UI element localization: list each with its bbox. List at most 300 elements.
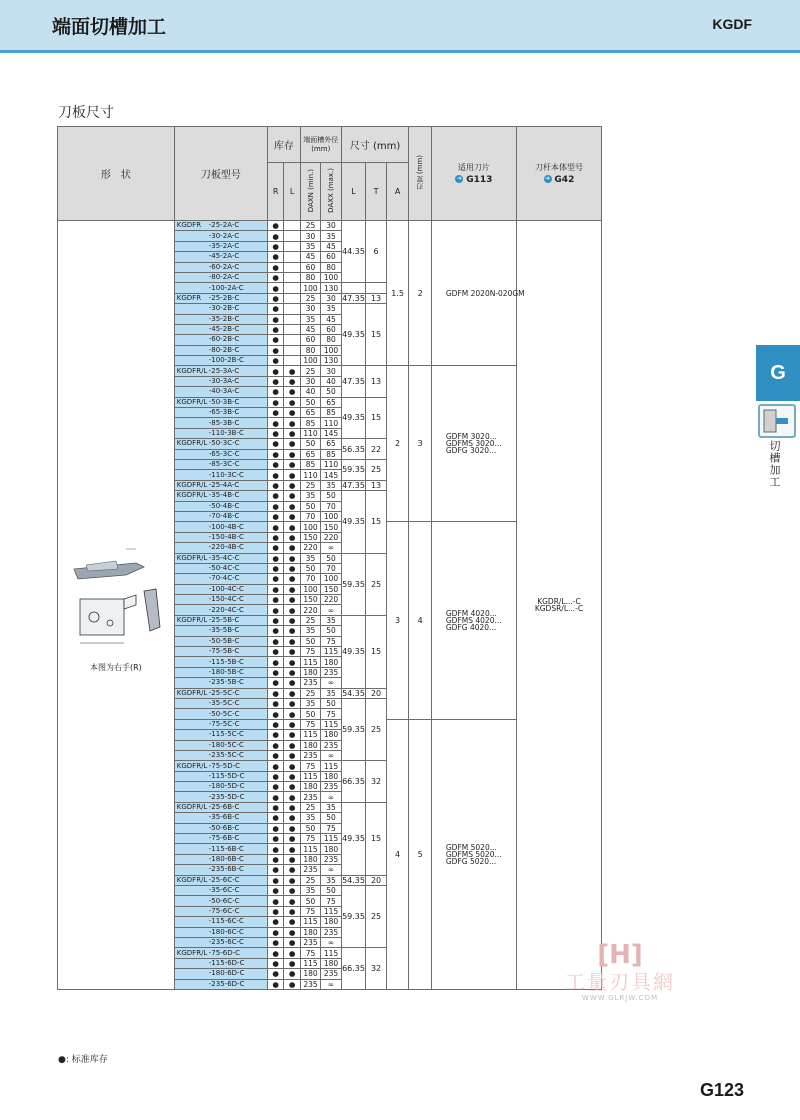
width-cell: 3: [409, 366, 432, 522]
dmin-cell: 150: [300, 595, 320, 605]
stock-r-cell: ●: [268, 688, 284, 698]
dmax-cell: 180: [321, 917, 341, 927]
stock-r-cell: ●: [268, 283, 284, 293]
part-number-cell: -35-5C-C: [174, 698, 267, 708]
insert-name: GDFMS 5020...: [445, 849, 502, 859]
dim-t-cell: 32: [366, 948, 386, 990]
dmin-cell: 115: [300, 730, 320, 740]
dmax-cell: 50: [321, 553, 341, 563]
dmax-cell: 35: [321, 304, 341, 314]
part-number-cell: -110-3C-C: [174, 470, 267, 480]
shape-caption: 本图为右手(R): [89, 662, 142, 672]
dmax-cell: 100: [321, 511, 341, 521]
dmax-cell: 115: [321, 719, 341, 729]
part-number-cell: -70-4C-C: [174, 574, 267, 584]
stock-l-cell: [284, 252, 300, 262]
part-number-cell: -180-5B-C: [174, 667, 267, 677]
stock-r-cell: ●: [268, 647, 284, 657]
stock-r-cell: ●: [268, 335, 284, 345]
stock-l-cell: ●: [284, 917, 300, 927]
part-number-cell: -60-2B-C: [174, 335, 267, 345]
dmin-cell: 80: [300, 272, 320, 282]
stock-r-cell: ●: [268, 875, 284, 885]
dmax-cell: 85: [321, 449, 341, 459]
part-number-cell: -235-6C-C: [174, 937, 267, 947]
stock-l-cell: ●: [284, 563, 300, 573]
dim-t-cell: 6: [366, 221, 386, 283]
stock-r-cell: ●: [268, 626, 284, 636]
stock-r-cell: ●: [268, 511, 284, 521]
stock-l-cell: ●: [284, 698, 300, 708]
stock-l-cell: ●: [284, 501, 300, 511]
stock-l-cell: ●: [284, 823, 300, 833]
dim-t-cell: 25: [366, 553, 386, 615]
dmin-cell: 220: [300, 543, 320, 553]
stock-r-cell: ●: [268, 324, 284, 334]
dmax-cell: 110: [321, 459, 341, 469]
part-number-cell: KGDFR -25-2A-C: [174, 221, 267, 231]
col-stock-l: L: [284, 163, 300, 221]
stock-l-cell: ●: [284, 626, 300, 636]
dmin-cell: 25: [300, 802, 320, 812]
dim-a-cell: 2: [386, 366, 409, 522]
part-number-cell: -235-5C-C: [174, 750, 267, 760]
part-number-cell: -235-6D-C: [174, 979, 267, 989]
dim-t-cell: 15: [366, 615, 386, 688]
dmin-cell: 85: [300, 459, 320, 469]
dmin-cell: 115: [300, 657, 320, 667]
dmin-cell: 25: [300, 293, 320, 303]
dmax-cell: 65: [321, 439, 341, 449]
stock-l-cell: ●: [284, 854, 300, 864]
stock-r-cell: ●: [268, 366, 284, 376]
stock-l-cell: ●: [284, 948, 300, 958]
part-number-cell: -50-5C-C: [174, 709, 267, 719]
dmax-cell: 115: [321, 948, 341, 958]
stock-l-cell: [284, 345, 300, 355]
arrow-circle-icon: ➔: [456, 175, 462, 182]
width-cell: 5: [409, 719, 432, 989]
col-dimensions: 尺寸 (mm): [341, 127, 409, 163]
stock-l-cell: ●: [284, 532, 300, 542]
chapter-tab-g[interactable]: G: [756, 345, 800, 401]
arrow-circle-icon: ➔: [545, 175, 551, 182]
stock-r-cell: ●: [268, 802, 284, 812]
watermark-logo-icon: [H]: [597, 940, 643, 970]
dmin-cell: 110: [300, 428, 320, 438]
stock-l-cell: ●: [284, 376, 300, 386]
part-number-cell: -100-4C-C: [174, 584, 267, 594]
stock-r-cell: ●: [268, 241, 284, 251]
stock-r-cell: ●: [268, 584, 284, 594]
dmax-cell: 35: [321, 615, 341, 625]
stock-r-cell: ●: [268, 969, 284, 979]
part-number-cell: KGDFR/L-25-5C-C: [174, 688, 267, 698]
stock-r-cell: ●: [268, 449, 284, 459]
stock-l-cell: ●: [284, 418, 300, 428]
part-number-cell: -35-6C-C: [174, 886, 267, 896]
dmin-cell: 35: [300, 553, 320, 563]
stock-l-cell: ●: [284, 719, 300, 729]
dmin-cell: 150: [300, 532, 320, 542]
stock-l-cell: ●: [284, 615, 300, 625]
stock-r-cell: ●: [268, 543, 284, 553]
col-stock: 库存: [268, 127, 301, 163]
stock-r-cell: ●: [268, 470, 284, 480]
col-dim-t: T: [366, 163, 386, 221]
dmax-cell: 70: [321, 501, 341, 511]
dmin-cell: 50: [300, 563, 320, 573]
dmin-cell: 50: [300, 823, 320, 833]
stock-l-cell: [284, 304, 300, 314]
dmax-cell: 115: [321, 906, 341, 916]
dmin-cell: 30: [300, 376, 320, 386]
part-number-cell: -40-3A-C: [174, 387, 267, 397]
dim-t-cell: 13: [366, 293, 386, 303]
dmin-cell: 110: [300, 470, 320, 480]
part-number-cell: -180-5D-C: [174, 782, 267, 792]
stock-r-cell: ●: [268, 719, 284, 729]
dmin-cell: 100: [300, 356, 320, 366]
dim-l-cell: 44.35: [341, 221, 366, 283]
part-number-cell: -235-6B-C: [174, 865, 267, 875]
dmin-cell: 180: [300, 927, 320, 937]
stock-r-cell: ●: [268, 501, 284, 511]
stock-r-cell: ●: [268, 730, 284, 740]
part-number-cell: -75-5B-C: [174, 647, 267, 657]
part-number-cell: KGDFR/L-75-6D-C: [174, 948, 267, 958]
stock-r-cell: ●: [268, 480, 284, 490]
stock-r-cell: ●: [268, 750, 284, 760]
dmin-cell: 35: [300, 886, 320, 896]
dmax-cell: 145: [321, 428, 341, 438]
dmax-cell: 60: [321, 252, 341, 262]
stock-l-cell: [284, 241, 300, 251]
dim-t-cell: 15: [366, 304, 386, 366]
stock-l-cell: ●: [284, 937, 300, 947]
dmax-cell: 100: [321, 345, 341, 355]
part-number-cell: -110-3B-C: [174, 428, 267, 438]
dmax-cell: ∞: [321, 792, 341, 802]
stock-l-cell: ●: [284, 574, 300, 584]
stock-l-cell: ●: [284, 865, 300, 875]
dmax-cell: 235: [321, 854, 341, 864]
stock-l-cell: ●: [284, 657, 300, 667]
dim-l-cell: 47.35: [342, 480, 365, 490]
dmin-cell: 180: [300, 740, 320, 750]
stock-l-cell: ●: [284, 397, 300, 407]
part-number-cell: -75-6C-C: [174, 906, 267, 916]
stock-l-cell: ●: [284, 439, 300, 449]
col-dim-a: A: [386, 163, 409, 221]
dmin-cell: 235: [300, 750, 320, 760]
part-number-cell: -65-3B-C: [174, 408, 267, 418]
col-part-number: 刀板型号: [174, 127, 267, 221]
stock-l-cell: ●: [284, 979, 300, 989]
stock-r-cell: ●: [268, 906, 284, 916]
stock-r-cell: ●: [268, 782, 284, 792]
stock-r-cell: ●: [268, 792, 284, 802]
dmin-cell: 60: [300, 262, 320, 272]
dmin-cell: 75: [300, 948, 320, 958]
stock-l-cell: [284, 221, 300, 231]
part-number-cell: -50-4B-C: [174, 501, 267, 511]
stock-l-cell: ●: [284, 886, 300, 896]
stock-r-cell: ●: [268, 834, 284, 844]
dmax-cell: 65: [321, 397, 341, 407]
dmax-cell: 35: [321, 688, 341, 698]
stock-r-cell: ●: [268, 865, 284, 875]
dmin-cell: 235: [300, 865, 320, 875]
stock-l-cell: ●: [284, 595, 300, 605]
dmax-cell: ∞: [321, 865, 341, 875]
stock-r-cell: ●: [268, 293, 284, 303]
stock-l-cell: ●: [284, 491, 300, 501]
part-number-cell: -220-4B-C: [174, 543, 267, 553]
dim-t-cell: 13: [366, 480, 386, 490]
dmin-cell: 35: [300, 626, 320, 636]
dmin-cell: 70: [300, 574, 320, 584]
part-number-cell: -30-2B-C: [174, 304, 267, 314]
dmin-cell: 50: [300, 709, 320, 719]
part-number-cell: -50-5B-C: [174, 636, 267, 646]
stock-r-cell: ●: [268, 272, 284, 282]
stock-r-cell: ●: [268, 356, 284, 366]
part-number-cell: -75-6B-C: [174, 834, 267, 844]
stock-r-cell: ●: [268, 221, 284, 231]
part-number-cell: KGDFR/L-25-4A-C: [174, 480, 267, 490]
part-number-cell: -35-2B-C: [174, 314, 267, 324]
insert-name: GDFM 5020...: [445, 842, 497, 852]
dmax-cell: 130: [321, 356, 341, 366]
dmin-cell: 50: [300, 439, 320, 449]
col-dmin: DAXN (min.): [300, 163, 320, 221]
part-number-cell: -115-6D-C: [174, 958, 267, 968]
stock-l-cell: ●: [284, 813, 300, 823]
stock-l-cell: ●: [284, 896, 300, 906]
dmax-cell: 75: [321, 823, 341, 833]
stock-r-cell: ●: [268, 958, 284, 968]
dmax-cell: 30: [321, 293, 341, 303]
holder-cell: [516, 221, 601, 990]
dmin-cell: 50: [300, 896, 320, 906]
part-number-cell: -65-3C-C: [174, 449, 267, 459]
dmax-cell: 30: [321, 221, 341, 231]
dmin-cell: 100: [300, 584, 320, 594]
insert-cell: [431, 522, 516, 719]
dmin-cell: 50: [300, 636, 320, 646]
dmin-cell: 65: [300, 449, 320, 459]
dim-l-cell: 54.35: [342, 875, 365, 885]
dim-t-cell: 22: [366, 439, 386, 460]
stock-r-cell: ●: [268, 595, 284, 605]
stock-r-cell: ●: [268, 491, 284, 501]
part-number-cell: -50-6B-C: [174, 823, 267, 833]
dmin-cell: 25: [300, 615, 320, 625]
dmin-cell: 25: [300, 480, 320, 490]
part-number-cell: -80-2A-C: [174, 272, 267, 282]
dim-l-cell: 49.35: [341, 397, 366, 439]
stock-l-cell: ●: [284, 647, 300, 657]
footnote: ●: 标准库存: [58, 1055, 108, 1065]
dmax-cell: 45: [321, 241, 341, 251]
dmax-cell: 180: [321, 958, 341, 968]
stock-l-cell: ●: [284, 480, 300, 490]
stock-l-cell: ●: [284, 667, 300, 677]
stock-l-cell: [284, 324, 300, 334]
stock-r-cell: ●: [268, 927, 284, 937]
dim-t-cell: 15: [366, 397, 386, 439]
stock-r-cell: ●: [268, 771, 284, 781]
dmin-cell: 45: [300, 324, 320, 334]
stock-l-cell: ●: [284, 543, 300, 553]
part-number-cell: -180-6C-C: [174, 927, 267, 937]
stock-r-cell: ●: [268, 314, 284, 324]
part-number-cell: -30-3A-C: [174, 376, 267, 386]
dmin-cell: 75: [300, 719, 320, 729]
part-number-cell: -75-5C-C: [174, 719, 267, 729]
dim-l-cell: 49.35: [341, 491, 366, 553]
dmin-cell: 235: [300, 979, 320, 989]
stock-r-cell: ●: [268, 636, 284, 646]
col-stock-r: R: [268, 163, 284, 221]
dmax-cell: 45: [321, 314, 341, 324]
width-cell: 4: [409, 522, 432, 719]
dmax-cell: 235: [321, 740, 341, 750]
stock-r-cell: ●: [268, 740, 284, 750]
dmax-cell: 50: [321, 491, 341, 501]
stock-r-cell: ●: [268, 345, 284, 355]
part-number-cell: -115-5B-C: [174, 657, 267, 667]
stock-l-cell: ●: [284, 875, 300, 885]
stock-l-cell: ●: [284, 688, 300, 698]
stock-l-cell: [284, 283, 300, 293]
dmax-cell: 235: [321, 927, 341, 937]
dmin-cell: 180: [300, 782, 320, 792]
stock-r-cell: ●: [268, 813, 284, 823]
insert-name: GDFM 3020...: [445, 432, 497, 442]
dmax-cell: 70: [321, 563, 341, 573]
dmax-cell: ∞: [321, 678, 341, 688]
stock-r-cell: ●: [268, 823, 284, 833]
dmax-cell: 180: [321, 771, 341, 781]
part-number-cell: -50-4C-C: [174, 563, 267, 573]
dim-l-cell: 56.35: [341, 439, 366, 460]
dmin-cell: 30: [300, 231, 320, 241]
part-number-cell: KGDFR/L-25-5B-C: [174, 615, 267, 625]
dmax-cell: 50: [321, 626, 341, 636]
stock-r-cell: ●: [268, 563, 284, 573]
dmax-cell: 80: [321, 262, 341, 272]
stock-l-cell: ●: [284, 750, 300, 760]
stock-r-cell: ●: [268, 761, 284, 771]
part-number-cell: -115-5D-C: [174, 771, 267, 781]
dmax-cell: ∞: [321, 750, 341, 760]
stock-r-cell: ●: [268, 979, 284, 989]
page-header: [0, 0, 800, 53]
stock-r-cell: ●: [268, 231, 284, 241]
dmax-cell: 235: [321, 667, 341, 677]
col-dmax: DAXX (max.): [321, 163, 341, 221]
stock-r-cell: ●: [268, 844, 284, 854]
stock-r-cell: ●: [268, 252, 284, 262]
dmin-cell: 80: [300, 345, 320, 355]
insert-ref-link[interactable]: ➔ G113: [456, 174, 493, 185]
stock-l-cell: [284, 314, 300, 324]
stock-r-cell: ●: [268, 397, 284, 407]
dim-l-cell: 59.35: [341, 553, 366, 615]
stock-l-cell: ●: [284, 792, 300, 802]
dmin-cell: 25: [300, 688, 320, 698]
watermark: [H] 工量刃具網 WWW.GLRJW.COM: [540, 940, 700, 1020]
dmax-cell: 50: [321, 698, 341, 708]
dmax-cell: ∞: [321, 937, 341, 947]
part-number-cell: -85-3C-C: [174, 459, 267, 469]
dmax-cell: 145: [321, 470, 341, 480]
stock-r-cell: ●: [268, 937, 284, 947]
holder-ref-link[interactable]: ➔ G42: [545, 174, 575, 185]
stock-l-cell: ●: [284, 834, 300, 844]
dmin-cell: 115: [300, 771, 320, 781]
dmax-cell: 50: [321, 813, 341, 823]
stock-l-cell: ●: [284, 605, 300, 615]
part-number-cell: -220-4C-C: [174, 605, 267, 615]
stock-l-cell: [284, 272, 300, 282]
stock-r-cell: ●: [268, 522, 284, 532]
dmin-cell: 35: [300, 314, 320, 324]
dmax-cell: 50: [321, 387, 341, 397]
part-number-cell: -115-6C-C: [174, 917, 267, 927]
stock-r-cell: ●: [268, 854, 284, 864]
dmin-cell: 75: [300, 906, 320, 916]
dim-l-cell: 49.35: [341, 304, 366, 366]
part-number-cell: -100-2B-C: [174, 356, 267, 366]
stock-l-cell: ●: [284, 387, 300, 397]
dmin-cell: 50: [300, 501, 320, 511]
dmin-cell: 25: [300, 366, 320, 376]
part-number-cell: KGDFR/L-25-6B-C: [174, 802, 267, 812]
part-number-cell: -35-2A-C: [174, 241, 267, 251]
dim-t-cell: 25: [366, 886, 386, 948]
dim-l-cell: 54.35: [342, 688, 365, 698]
stock-r-cell: ●: [268, 615, 284, 625]
dmax-cell: 100: [321, 272, 341, 282]
stock-l-cell: ●: [284, 740, 300, 750]
insert-cell: [431, 221, 525, 366]
dmin-cell: 115: [300, 917, 320, 927]
holder-name: KGDSR/L...-C: [534, 603, 584, 613]
part-number-cell: KGDFR/L-75-5D-C: [174, 761, 267, 771]
stock-r-cell: ●: [268, 532, 284, 542]
series-code: KGDF: [712, 16, 752, 32]
chapter-label: 切槽加工: [768, 440, 781, 488]
dmax-cell: ∞: [321, 543, 341, 553]
dim-l-cell: 47.35: [341, 366, 366, 397]
part-number-cell: KGDFR/L-50-3B-C: [174, 397, 267, 407]
stock-r-cell: ●: [268, 553, 284, 563]
stock-l-cell: ●: [284, 449, 300, 459]
part-number-cell: -80-2B-C: [174, 345, 267, 355]
dim-t-cell: 13: [366, 366, 386, 397]
dmin-cell: 85: [300, 418, 320, 428]
part-number-cell: -150-4B-C: [174, 532, 267, 542]
dim-t-cell: 25: [366, 459, 386, 480]
part-number-cell: KGDFR/L-50-3C-C: [174, 439, 267, 449]
table-row: [58, 221, 602, 231]
dim-t-cell: 20: [366, 688, 386, 698]
dim-a-cell: 3: [386, 522, 409, 719]
stock-l-cell: ●: [284, 927, 300, 937]
